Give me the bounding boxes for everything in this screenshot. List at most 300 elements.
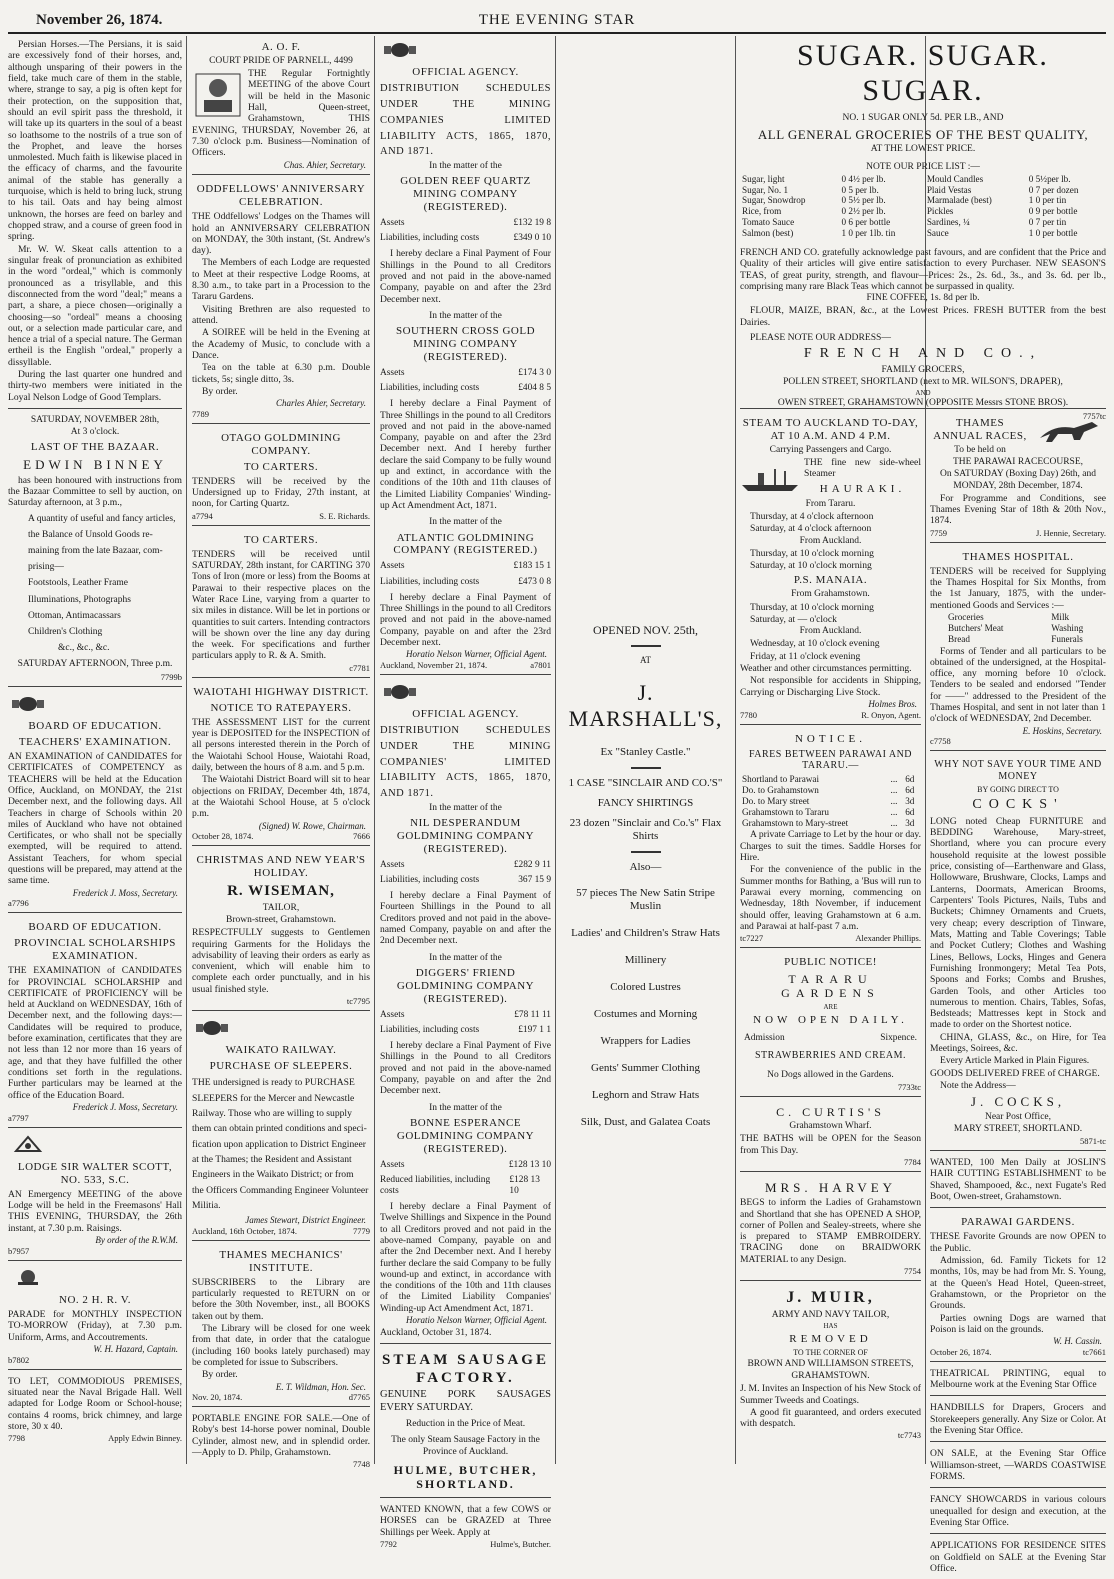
- ad-subtitle: Carrying Passengers and Cargo.: [769, 444, 892, 455]
- steam-sausage-ad: [380, 1347, 551, 1498]
- ad-title: ODDFELLOWS' ANNIVERSARY CELEBRATION.: [196, 183, 366, 209]
- regimental-crest-icon: [8, 1268, 48, 1286]
- divider: [631, 851, 661, 853]
- ad-signature: Charles Ahier, Secretary.: [276, 398, 366, 409]
- ad-signature: (Signed) W. Rowe, Chairman.: [258, 820, 366, 831]
- ad-line: On SATURDAY (Boxing Day) 26th, and MONDAY, 28th December, 1874.: [939, 469, 1097, 491]
- ad-signature: Holmes Bros.: [868, 698, 917, 709]
- timetable-line: Thursday, at 10 o'clock morning: [750, 601, 874, 613]
- address-line: OWEN STREET, GRAHAMSTOWN (OPPOSITE Messrs STONE BROS).: [777, 398, 1069, 409]
- company-name: GOLDEN REEF QUARTZ MINING COMPANY (REGISTERED).: [400, 175, 531, 214]
- list-item: A quantity of useful and fancy articles,: [28, 513, 176, 524]
- table-row: Bread Funerals: [948, 633, 1083, 644]
- ad-body: WANTED, 100 Men Daily at JOSLIN'S HAIR CUTTING ESTABLISHMENT to be Shaved, Shampooed, &c., next Fugate's Red Boot, Owen-street, Grahamstown.: [930, 1157, 1106, 1203]
- admission-row: Admission Sixpence.: [744, 1032, 917, 1043]
- ad-order: By order.: [202, 1369, 238, 1381]
- masthead: [8, 10, 1106, 34]
- list-item: &c., &c., &c.: [58, 643, 110, 654]
- ad-body: The Waiotahi District Board will sit to hear objections on FRIDAY, December 4th, 1874, at the Waiotahi School House, at 5 o'clock p.m.: [192, 774, 370, 820]
- column-rule: [735, 36, 736, 1464]
- tailor-address: Brown-street, Grahamstown.: [225, 915, 336, 926]
- joslin-haircut-ad: [930, 1154, 1106, 1208]
- ad-signature: S. E. Richards.: [319, 510, 370, 521]
- grocer-name: FRENCH AND CO.,: [803, 346, 1043, 362]
- ad-signature: Chas. Ahier, Secretary.: [283, 159, 366, 170]
- ad-body: FLOUR, MAIZE, BRAN, &c., at the Lowest Prices. FRESH BUTTER from the best Dairies.: [740, 305, 1106, 328]
- ad-signature: Alexander Phillips.: [855, 933, 921, 944]
- table-row: Rice, from 0 2½ per lb. Pickles 0 9 per bottle: [742, 206, 1078, 217]
- address-line: GRAHAMSTOWN.: [791, 1371, 870, 1382]
- hospital-supplies-table: [930, 612, 1106, 645]
- ad-date: Auckland, October 31, 1874.: [380, 1326, 492, 1338]
- parawai-gardens-ad: [930, 1211, 1106, 1361]
- sugar-grocery-ad: [740, 36, 1106, 421]
- theatrical-printing-ad: [930, 1365, 1106, 1397]
- muir-tailor-ad: [740, 1284, 921, 1444]
- ad-body: PORTABLE ENGINE FOR SALE.—One of Roby's best 14-horse power nominal, Double Cylinder, almost new, and in splendid order.—Apply to D. Philp, Grahamstown.: [192, 1413, 370, 1459]
- column-rule: [374, 36, 375, 1464]
- ad-ref: tc7743: [897, 1430, 921, 1441]
- ad-title: BOARD OF EDUCATION.: [28, 720, 162, 732]
- ad-body: Tea on the table at 6.30 p.m. Double tickets, 5s; single ditto, 3s.: [192, 362, 370, 385]
- ad-title: WHY NOT SAVE YOUR TIME AND MONEY: [934, 759, 1102, 783]
- ad-line: at the Thames; the Resident and Assistant: [192, 1153, 352, 1165]
- ad-body: CHINA, GLASS, &c., on Hire, for Tea Meetings, Soirees, &c.: [930, 1031, 1106, 1055]
- ad-line: 23 dozen "Sinclair and Co.'s" Flax Shirts: [569, 816, 722, 842]
- ad-body: APPLICATIONS FOR RESIDENCE SITES on Goldfield on SALE at the Evening Star Office.: [930, 1540, 1106, 1574]
- ad-body: Parties owning Dogs are warned that Poison is laid on the grounds.: [930, 1312, 1106, 1335]
- ad-body: THE BATHS will be OPEN for the Season from This Day.: [740, 1133, 921, 1156]
- list-item: 57 pieces The New Satin Stripe Muslin: [576, 887, 715, 913]
- ad-title: PARAWAI GARDENS.: [961, 1216, 1075, 1229]
- ad-body: Weather and other circumstances permitting.: [740, 663, 912, 675]
- column-1: [8, 36, 182, 1464]
- ad-line: Railway. Those who are willing to supply: [192, 1107, 352, 1119]
- liabilities-row: Liabilities, including costs 367 15 9: [380, 875, 551, 886]
- table-row: Butchers' Meat Washing: [948, 622, 1084, 633]
- ad-title: A. O. F.: [261, 41, 301, 53]
- table-row: Sugar, No. 1 0 5 per lb. Plaid Vestas 0 7 per dozen: [742, 184, 1079, 195]
- oddfellows-ad: [192, 178, 370, 424]
- ad-body: A private Carriage to Let by the hour or day. Charges to suit the times. Saddle Horses for Hire.: [740, 829, 921, 864]
- newspaper-title: THE EVENING STAR: [478, 12, 636, 28]
- ad-line: fication upon application to District Engineer: [192, 1138, 366, 1150]
- liabilities-row: Reduced liabilities, including costs £128 13 10: [380, 1174, 540, 1196]
- ad-heading: DISTRIBUTION SCHEDULES UNDER THE MINING COMPANIES LIMITED LIABILITY ACTS, 1865, 1870, AND 1871.: [380, 83, 551, 158]
- ad-body: BEGS to inform the Ladies of Grahamstown and Shortland that she has OPENED A SHOP, corner of Pollen and Sealey-streets, where she is prepared to STAMP EMBROIDERY. TRACING done on BRAIDWORK MATERIAL to any Design.: [740, 1197, 921, 1265]
- table-row: Shortland to Parawai ... 6d: [742, 774, 915, 785]
- list-item: Leghorn and Straw Hats: [591, 1089, 700, 1102]
- ad-signature: W. H. Hazard, Captain.: [93, 1343, 178, 1354]
- volunteer-parade-ad: [8, 1264, 182, 1370]
- matter-label: In the matter of the: [429, 517, 502, 528]
- ad-ref: a7797: [8, 1112, 29, 1123]
- ad-body: For the convenience of the public in the Summer months for Bathing, a 'Bus will run to Parawai every morning, commencing on Wednesday, 18th November, if inducement should offer, leaving Grahamstown at 6 a.m. and Parawai at half-past 7 a.m.: [740, 864, 921, 932]
- ad-line: AT THE LOWEST PRICE.: [870, 144, 976, 155]
- ad-ref: 7666: [353, 831, 370, 842]
- route-heading: From Auckland.: [799, 535, 862, 546]
- ad-line: HAS: [823, 1322, 838, 1331]
- assets-row: Assets £78 11 11: [380, 1009, 551, 1020]
- company-name: SOUTHERN CROSS GOLD MINING COMPANY (REGISTERED).: [395, 325, 536, 364]
- ad-title: NOTICE.: [794, 732, 867, 745]
- ad-signature: Hulme's, Butcher.: [490, 1539, 551, 1549]
- ad-ref: 7784: [904, 1156, 921, 1167]
- ad-body: I hereby declare a Final Payment of Three Shillings in the pound to all Creditors proved and not paid in the above-named Company, payable on and after the 23rd December next.: [380, 591, 551, 648]
- ad-signature: Horatio Nelson Warner, Official Agent.: [405, 1315, 547, 1326]
- ad-ref: b7957: [8, 1245, 30, 1256]
- table-row: Do. to Grahamstown ... 6d: [742, 785, 915, 795]
- timetable-line: Wednesday, at 10 o'clock evening: [750, 638, 880, 650]
- list-item: maining from the late Bazaar, com-: [28, 546, 163, 557]
- table-row: Sugar, Snowdrop 0 5½ per lb. Marmalade (best) 1 0 per tin: [742, 195, 1067, 206]
- tailor-name: J. MUIR,: [786, 1289, 875, 1307]
- assets-row: Assets £174 3 0: [380, 368, 551, 378]
- thames-hospital-ad: [930, 546, 1106, 752]
- ad-opened: OPENED NOV. 25th,: [592, 623, 699, 637]
- masonic-emblem-icon: [8, 1135, 48, 1153]
- ad-body: THEATRICAL PRINTING, equal to Melbourne work at the Evening Star Office: [930, 1367, 1106, 1391]
- curtis-baths-ad: [740, 1100, 921, 1172]
- divider: [631, 767, 661, 769]
- ad-title: LODGE SIR WALTER SCOTT, NO. 533, S.C.: [17, 1160, 173, 1186]
- royal-crest-icon: [192, 1018, 232, 1036]
- ad-ref: 7789: [192, 408, 209, 419]
- ad-ref: 7759: [930, 527, 947, 538]
- timetable-line: Thursday, at 10 o'clock morning: [750, 547, 874, 559]
- ad-ref: b7802: [8, 1354, 30, 1365]
- ad-line: No Dogs allowed in the Gardens.: [767, 1069, 894, 1080]
- steamer-ad: [740, 412, 921, 725]
- ad-ref: 7733tc: [897, 1081, 921, 1092]
- company-name: NIL DESPERANDUM GOLDMINING COMPANY (REGISTERED).: [396, 817, 535, 855]
- ad-line: Militia.: [192, 1199, 221, 1211]
- ad-subtitle: PROVINCIAL SCHOLARSHIPS EXAMINATION.: [14, 937, 176, 963]
- column-3: [380, 36, 551, 1549]
- ad-body: TENDERS will be received by the Undersigned up to Friday, 27th instant, at noon, for Carting Quartz.: [192, 475, 370, 510]
- ad-body: A SOIREE will be held in the Evening at the Academy of Music, to conclude with a Dance.: [192, 327, 370, 361]
- wiseman-tailor-ad: [192, 849, 370, 1011]
- tararu-gardens-ad: [740, 951, 921, 1097]
- matter-label: In the matter of the: [429, 1102, 502, 1113]
- ad-body: Reduction in the Price of Meat.: [405, 1419, 526, 1430]
- ad-date: Auckland, November 21, 1874.: [380, 659, 488, 670]
- ad-subtitle: PURCHASE OF SLEEPERS.: [209, 1060, 353, 1073]
- column-rule: [186, 36, 187, 1464]
- ad-date: October 26, 1874.: [930, 1346, 992, 1357]
- list-item: Wrappers for Ladies: [600, 1035, 691, 1048]
- liabilities-row: Liabilities, including costs £197 1 1: [380, 1024, 551, 1035]
- tailor-name: R. WISEMAN,: [227, 883, 335, 900]
- tailor-trade: ARMY AND NAVY TAILOR,: [771, 1309, 890, 1320]
- column-2: [192, 36, 370, 1470]
- ad-title: OFFICIAL AGENCY.: [412, 66, 519, 79]
- blank-space: [560, 36, 731, 616]
- mrs-harvey-ad: [740, 1175, 921, 1281]
- ad-ref: 7754: [904, 1266, 921, 1277]
- ad-line: FINE COFFEE, 1s. 8d per lb.: [866, 293, 980, 304]
- ad-body: SUBSCRIBERS to the Library are particularly requested to RETURN on or before the 30th November, inst., all BOOKS taken out by them.: [192, 1276, 370, 1322]
- ad-body: FANCY SHOWCARDS in various colours unequalled for design and execution, at the Evening Star Office.: [930, 1494, 1106, 1528]
- ad-body: I hereby declare a Final Payment of Four Shillings in the Pound to all Creditors proved and not paid in the above-named Company, payable on and after the 23rd December next.: [380, 248, 551, 305]
- ad-line: ARE: [823, 1002, 838, 1011]
- ad-title: LAST OF THE BAZAAR.: [30, 441, 160, 454]
- handbills-ad: [930, 1399, 1106, 1442]
- ad-signature: Apply Edwin Binney.: [108, 1433, 182, 1444]
- ad-title: WAIKATO RAILWAY.: [225, 1044, 337, 1057]
- list-item: prising—: [28, 562, 64, 573]
- ad-body: GOODS DELIVERED FREE of CHARGE.: [930, 1067, 1100, 1079]
- ad-signature: J. Hennie, Secretary.: [1035, 527, 1106, 538]
- assets-row: Assets £132 19 8: [380, 218, 551, 229]
- article-paragraph: Persian Horses.—The Persians, it is said are excessively fond of their horses, and, although unsparing of their powers in the field, take much care of them in the stable, where, strange to say, a pig is often kept for their protection, on the supposition that, should an evil spirit pass the threshold, it will take up its quarters in the soul of a beast so loathsome to the nostrils of a true son of the Prophet, and leave the horses unmolested. Much faith is likewise placed in the efficacy of charms, and the favourite animal of the stable has generally a turquoise, which is held to bring luck, strung to his tail. Oats and hay being almost unknown, the horses are feed on barley and chopped straw, and a course of green food in spring.: [8, 39, 182, 243]
- mechanics-institute-ad: [192, 1244, 370, 1407]
- list-item: Illuminations, Photographs: [28, 594, 131, 605]
- ad-line: To be held on: [954, 444, 1006, 455]
- timetable-line: Friday, at 11 o'clock evening: [750, 650, 861, 662]
- table-row: Grahamstown to Mary-street ... 3d: [742, 817, 915, 828]
- ad-ref: a7794: [192, 510, 213, 521]
- article-paragraph: Mr. W. W. Skeat calls attention to a singular freak of pronunciation as exhibited in the word "ordeal," which is commonly pronounced as a trisyllable, and this disconnected from the word "deal;" means a part, a share, a piece chosen—originally a choosing—so "ordeal" means a choosing out, or a selection made particular care, and hence a trial of a special nature. The German ertheil is the English "ordeal," properly a dissyllable.: [8, 243, 182, 368]
- steamship-icon: [740, 459, 800, 493]
- ad-signature: R. Onyon, Agent.: [861, 709, 921, 720]
- ad-title: TO CARTERS.: [243, 533, 319, 546]
- ad-signature: By order of the R.W.M.: [95, 1235, 178, 1246]
- timetable-line: Saturday, at 10 o'clock morning: [750, 560, 872, 572]
- gardens-name: TARARU GARDENS: [781, 972, 880, 1001]
- list-item: Silk, Dust, and Galatea Coats: [580, 1116, 711, 1129]
- company-name: DIGGERS' FRIEND GOLDMINING COMPANY (REGISTERED).: [396, 966, 535, 1005]
- address-line: MARY STREET, SHORTLAND.: [953, 1123, 1083, 1134]
- ship-name: HAURAKI.: [819, 482, 906, 495]
- column-6: [930, 412, 1106, 1574]
- portable-engine-ad: [192, 1410, 370, 1473]
- ad-line: Note the Address—: [940, 1080, 1016, 1092]
- ad-title: BOARD OF EDUCATION.: [28, 921, 162, 934]
- ad-ref: tc7795: [346, 996, 370, 1007]
- ad-line: FANCY SHIRTINGS: [597, 796, 694, 809]
- ad-date: Nov. 20, 1874.: [192, 1392, 243, 1403]
- table-row: Do. to Mary street ... 3d: [742, 795, 915, 806]
- ad-body: For Programme and Conditions, see Thames Evening Star of 18th & 20th Nov., 1874.: [930, 492, 1106, 527]
- fares-notice-ad: [740, 728, 921, 949]
- waikato-railway-ad: [192, 1014, 370, 1241]
- list-item: Children's Clothing: [28, 627, 103, 638]
- company-name: BONNE ESPERANCE GOLDMINING COMPANY (REGISTERED).: [396, 1116, 535, 1155]
- table-row: Groceries Milk: [948, 611, 1070, 622]
- ad-body: The Library will be closed for one week from that date, in order that the catalogue (including 160 books lately purchased) may be completed for issue to Subscribers.: [192, 1322, 370, 1368]
- ad-subtitle: NOTICE TO RATEPAYERS.: [210, 701, 352, 714]
- coastwise-forms-ad: [930, 1445, 1106, 1488]
- official-agency-ad-1: [380, 36, 551, 675]
- ad-line: Engineers in the Waikato District; or from: [192, 1169, 354, 1181]
- butcher-name: HULME, BUTCHER, SHORTLAND.: [393, 1462, 538, 1491]
- ad-ref: 5871-tc: [1080, 1136, 1106, 1147]
- to-let-ad: [8, 1373, 182, 1448]
- ad-title: THAMES ANNUAL RACES,: [933, 417, 1027, 442]
- ad-ref: a7801: [530, 659, 551, 670]
- royal-crest-icon: [8, 694, 48, 712]
- ad-ref: c7781: [349, 662, 370, 673]
- ad-subtitle: COURT PRIDE OF PARNELL, 4499: [209, 55, 353, 66]
- ad-body: THE Regular Fortnightly MEETING of the above Court will be held in the Masonic Hall, Queen-street, Grahamstown, THIS EVENING, THURSDAY, November 26, at 7.30 o'clock p.m. Business—Nomination of Officers.: [192, 68, 370, 159]
- ad-ref: 7780: [740, 709, 757, 720]
- ad-line: NOW OPEN DAILY.: [753, 1013, 908, 1026]
- ad-line: SLEEPERS for the Mercer and Newcastle: [192, 1092, 355, 1104]
- ad-title: NO. 2 H. R. V.: [59, 1294, 131, 1307]
- column-rule: [555, 36, 556, 1464]
- thames-races-ad: [930, 412, 1106, 543]
- ad-line: THE PARAWAI RACECOURSE,: [952, 457, 1084, 468]
- list-item: Millinery: [624, 954, 667, 967]
- ad-time: At 3 o'clock.: [70, 427, 120, 438]
- ad-body: THE fine new side-wheel Steamer: [804, 457, 921, 480]
- route-heading: From Grahamstown.: [791, 589, 870, 600]
- board-education-teachers-ad: [8, 690, 182, 914]
- ad-line: TO THE CORNER OF: [793, 1348, 868, 1358]
- list-item: Ottoman, Antimacassars: [28, 610, 121, 621]
- ad-body: J. M. Invites an Inspection of his New Stock of Summer Tweeds and Coatings.: [740, 1383, 921, 1406]
- list-item: Ladies' and Children's Straw Hats: [571, 927, 720, 940]
- list-item: Gents' Summer Clothing: [591, 1062, 700, 1075]
- ad-signature: Frederick J. Moss, Secretary.: [72, 887, 178, 898]
- ad-subtitle: TEACHERS' EXAMINATION.: [18, 735, 172, 748]
- assets-row: Assets £183 15 1: [380, 561, 551, 572]
- ad-ref: c7758: [930, 736, 951, 747]
- ship-name: P.S. MANAIA.: [793, 574, 868, 587]
- timetable-line: Saturday, at 4 o'clock afternoon: [750, 523, 872, 535]
- showcards-ad: [930, 1491, 1106, 1534]
- ad-body: LONG noted Cheap FURNITURE and BEDDING Warehouse, Mary-street, Shortland, where you can procure every household requisite at the lowest possible price, consisting of—Earthenware and Glass, Hollowware, Brushware, Clocks, Lamps and Lanterns, Doormats, American Brooms, Carpenters' Tools Pictures, Nails, Tubs and Buckets; Chimney Ornaments and Cruets, very cheap; every description of Tinware, Mats, Matting and Table Coverings; Table and Pocket Cutlery; Clothes and Washing Lines, Bellows, Locks, Hinges and Genera Furnishing Ironmongery; Metal Tea Pots, Spoons and Forks; Combs and Brushes, Garden Tools, and other Articles too numerous to mention. Chairs, Tables, Sofas, Bedsteads; Mattresses kept in Stock and made to order on the Shortest notice.: [930, 815, 1106, 1031]
- ad-line: the Officers Commanding Engineer Volunteer: [192, 1184, 369, 1196]
- ad-line: STRAWBERRIES AND CREAM.: [755, 1049, 906, 1061]
- ad-order: By order.: [202, 385, 238, 397]
- ad-body: Visiting Brethren are also requested to attend.: [192, 303, 370, 327]
- ad-body: A good fit guaranteed, and orders executed with despatch.: [740, 1406, 921, 1430]
- list-item: Costumes and Morning: [593, 1008, 698, 1021]
- ad-ref: tc7661: [1082, 1346, 1106, 1357]
- ad-line: Near Post Office,: [984, 1111, 1052, 1122]
- address-line: BROWN AND WILLIAMSON STREETS,: [747, 1358, 914, 1369]
- table-row: Salmon (best) 1 0 per 1lb. tin Sauce 1 0 per bottle: [742, 228, 1078, 239]
- matter-label: In the matter of the: [429, 310, 502, 321]
- ad-body: Forms of Tender and all particulars to be obtained of the undersigned, at the Hospital-office, any morning before 10 o'clock. Tenders to be sealed and endorsed "Tender for ——" addressed to the President of the Thames Hospital, and sent in not later than 1 o'clock of WEDNESDAY, 2nd December.: [930, 645, 1106, 725]
- royal-crest-icon: [380, 40, 420, 58]
- board-education-scholarship-ad: [8, 916, 182, 1127]
- ad-body: ON SALE, at the Evening Star Office Williamson-street, —WARDS COASTWISE FORMS.: [930, 1448, 1106, 1482]
- tailor-trade: TAILOR,: [262, 902, 300, 913]
- ad-body: I hereby declare a Final Payment of Three Shillings in the pound to all Creditors proved and not paid in the above-named Company, payable on and after the 23rd December next. And I hereby further declare the said Company to be fully wound up and extinct, in accordance with the conditions of the 10th and 11th clauses of the Limited Liability Companies' Winding-up Act Amendment Act, 1871.: [380, 398, 551, 511]
- ad-ref: 7798: [8, 1433, 25, 1444]
- column-5: [740, 412, 921, 1464]
- ad-body: GENUINE PORK SAUSAGES EVERY SATURDAY.: [380, 1389, 551, 1413]
- ship-name: Ex "Stanley Castle.": [600, 745, 691, 758]
- to-carters-ad: [192, 529, 370, 678]
- ad-body: WANTED KNOWN, that a few COWS or HORSES can be GRAZED at Three Shillings per Week. Apply at: [380, 1504, 551, 1538]
- liabilities-row: Liabilities, including costs £404 8 5: [380, 383, 551, 394]
- ad-signature: Frederick J. Moss, Secretary.: [72, 1101, 178, 1112]
- matter-label: In the matter of the: [429, 802, 502, 813]
- ad-title: MRS. HARVEY: [764, 1179, 897, 1195]
- ad-body: Admission, 6d. Family Tickets for 12 months, 10s, may be had from Mr. S. Young, at the Queen's Head Hotel, Queen-street, Grahamstown, or the Proprietor on the Grounds.: [930, 1254, 1106, 1312]
- royal-crest-icon: [380, 682, 420, 700]
- racehorse-icon: [1034, 416, 1106, 446]
- ad-title: CHRISTMAS AND NEW YEAR'S HOLIDAY.: [196, 854, 366, 880]
- ad-line: NO. 1 SUGAR ONLY 5d. PER LB., AND: [842, 112, 1004, 123]
- liabilities-row: Liabilities, including costs £349 0 10: [380, 233, 551, 244]
- timetable-line: Saturday, at — o'clock: [750, 613, 837, 625]
- ad-title: C. CURTIS'S: [776, 1104, 885, 1119]
- column-4: [560, 36, 731, 1464]
- ad-body: AN Emergency MEETING of the above Lodge will be held in the Freemasons' Hall THIS EVENING, THURSDAY, the 26th instant, at 7.30 p.m. Raisings.: [8, 1188, 182, 1234]
- list-item: Colored Lustres: [610, 981, 681, 994]
- merchant-name: J. MARSHALL'S,: [568, 679, 723, 731]
- wanted-known-ad: [380, 1501, 551, 1553]
- ad-body: Every Article Marked in Plain Figures.: [940, 1055, 1090, 1067]
- route-heading: From Auckland.: [799, 626, 862, 637]
- ad-body: I hereby declare a Final Payment of Twelve Shillings and Sixpence in the Pound to all Creditors proved and not paid in the above-named Company, payable on and after the 2nd December next. And I hereby further declare the said Company to be fully wound-up and extinct, in accordance with the conditions of the 10th and 11th clauses of the Limited Liability Companies' Winding-up Act Amendment Act, 1871.: [380, 1200, 551, 1314]
- ad-body: TENDERS will be received until SATURDAY, 28th instant, for CARTING 370 Tons of Iron (more or less) from the Booms at Parawai to their respective places on the Water Race Line, varying from a quarter to six miles in distance. Will be let in portions or quantities to suit carters. Intending contractors will be shown over the line any day during the week. For specifications and further particulars apply to R. & A. Smith.: [192, 548, 370, 662]
- ad-also: Also—: [629, 860, 662, 873]
- ad-line: THE undersigned is ready to PURCHASE: [192, 1077, 355, 1089]
- ad-body: The only Steam Sausage Factory in the Province of Auckland.: [391, 1435, 540, 1457]
- waiotahi-notice-ad: [192, 681, 370, 846]
- ad-footer: SATURDAY AFTERNOON, Three p.m.: [17, 659, 173, 670]
- ad-body: HANDBILLS for Drapers, Grocers and Storekeepers generally. Any Size or Color. At the Evening Star Office.: [930, 1402, 1106, 1437]
- ad-title: WAIOTAHI HIGHWAY DISTRICT.: [193, 685, 369, 698]
- matter-label: In the matter of the: [429, 161, 502, 172]
- ad-line: FAMILY GROCERS,: [881, 364, 965, 375]
- ad-body: THE EXAMINATION of CANDIDATES for PROVINCIAL SCHOLARSHIP and CERTIFICATE of PROFICIENCY will be held at Auckland on WEDNESDAY, 16th of December next, and the following days:—Candidates will be required to produce, before examination, certificates that they are not less than 12 nor more than 16 years of age, and that they have fulfilled the other conditions set forth in the regulations. Further particulars may be learned at the office of the Education Board.: [8, 965, 182, 1101]
- ad-ref: a7796: [8, 898, 29, 909]
- ad-title: OTAGO GOLDMINING COMPANY.: [221, 431, 341, 457]
- ad-line: PLEASE NOTE OUR ADDRESS—: [750, 331, 891, 343]
- bazaar-auction-ad: [8, 412, 182, 687]
- ad-date: SATURDAY, NOVEMBER 28th,: [30, 415, 160, 425]
- ad-body: RESPECTFULLY suggests to Gentlemen requiring Garments for the Holidays the advisability of leaving their orders as early as convenient, which will enable him to complete each order punctually, and in his usual finished style.: [192, 927, 370, 995]
- ad-signature: E. T. Wildman, Hon. Sec.: [275, 1381, 366, 1392]
- list-item: Footstools, Leather Frame: [28, 578, 128, 589]
- ad-title: PUBLIC NOTICE!: [784, 956, 877, 969]
- ad-body: THE Oddfellows' Lodges on the Thames will hold an ANNIVERSARY CELEBRATION on MONDAY, the 30th instant, (St. Andrew's day).: [192, 211, 370, 257]
- persian-horses-article: [8, 36, 182, 409]
- ad-body: THE ASSESSMENT LIST for the current year is DEPOSITED for the INSPECTION of all persons interested therein in the Porch of the Waiotahi School House, Waiotahi Road, daily, between the hours of 8 a.m. and 5 p.m.: [192, 716, 370, 773]
- route-heading: From Tararu.: [805, 498, 856, 509]
- ad-body: FRENCH AND CO. gratefully acknowledge past favours, and are confident that the Price and Quality of their articles will give entire satisfaction to every Purchaser. NEW SEASON'S TEAS, of great purity, strength, and flavour—Prices: 2s., 2s. 6d., 3s., and 3s. 6d. per lb., comprising many rare Black Teas which cannot be surpassed in quality.: [740, 246, 1106, 292]
- ad-ref: 7757tc: [1082, 410, 1106, 421]
- otago-goldmining-ad: [192, 427, 370, 526]
- ad-subtitle: Grahamstown Wharf.: [789, 1121, 872, 1132]
- ad-line: BY GOING DIRECT TO: [977, 784, 1059, 794]
- ad-title: THAMES MECHANICS' INSTITUTE.: [219, 1248, 343, 1274]
- matter-label: In the matter of the: [429, 952, 502, 963]
- ad-body: TENDERS will be received for Supplying the Thames Hospital for Six Months, from the 1st January, 1875, with the under-mentioned Goods and Services :—: [930, 565, 1106, 611]
- ad-heading: DISTRIBUTION SCHEDULES UNDER THE MINING COMPANIES' LIMITED LIABILITY ACTS, 1865, 1870, AND 1871.: [380, 725, 551, 800]
- ad-at: AT: [640, 655, 651, 666]
- ad-ref: tc7227: [740, 933, 764, 944]
- ad-signature: E. Hoskins, Secretary.: [1022, 725, 1102, 736]
- article-paragraph: During the last quarter one hundred and thirty-two members were initiated in the Loyal Nelson Lodge of Good Templars.: [8, 369, 182, 403]
- merchant-name: J. COCKS,: [970, 1094, 1066, 1110]
- table-row: Grahamstown to Tararu ... 6d: [742, 806, 915, 817]
- ad-signature: W. H. Cassin.: [1053, 1336, 1102, 1347]
- forester-emblem-icon: [192, 70, 244, 120]
- assets-row: Assets £128 13 10: [380, 1159, 551, 1170]
- fares-table: [740, 774, 921, 828]
- ad-ref: d7765: [348, 1392, 370, 1403]
- price-list-table: [740, 174, 1106, 239]
- ad-line: REMOVED: [789, 1333, 872, 1346]
